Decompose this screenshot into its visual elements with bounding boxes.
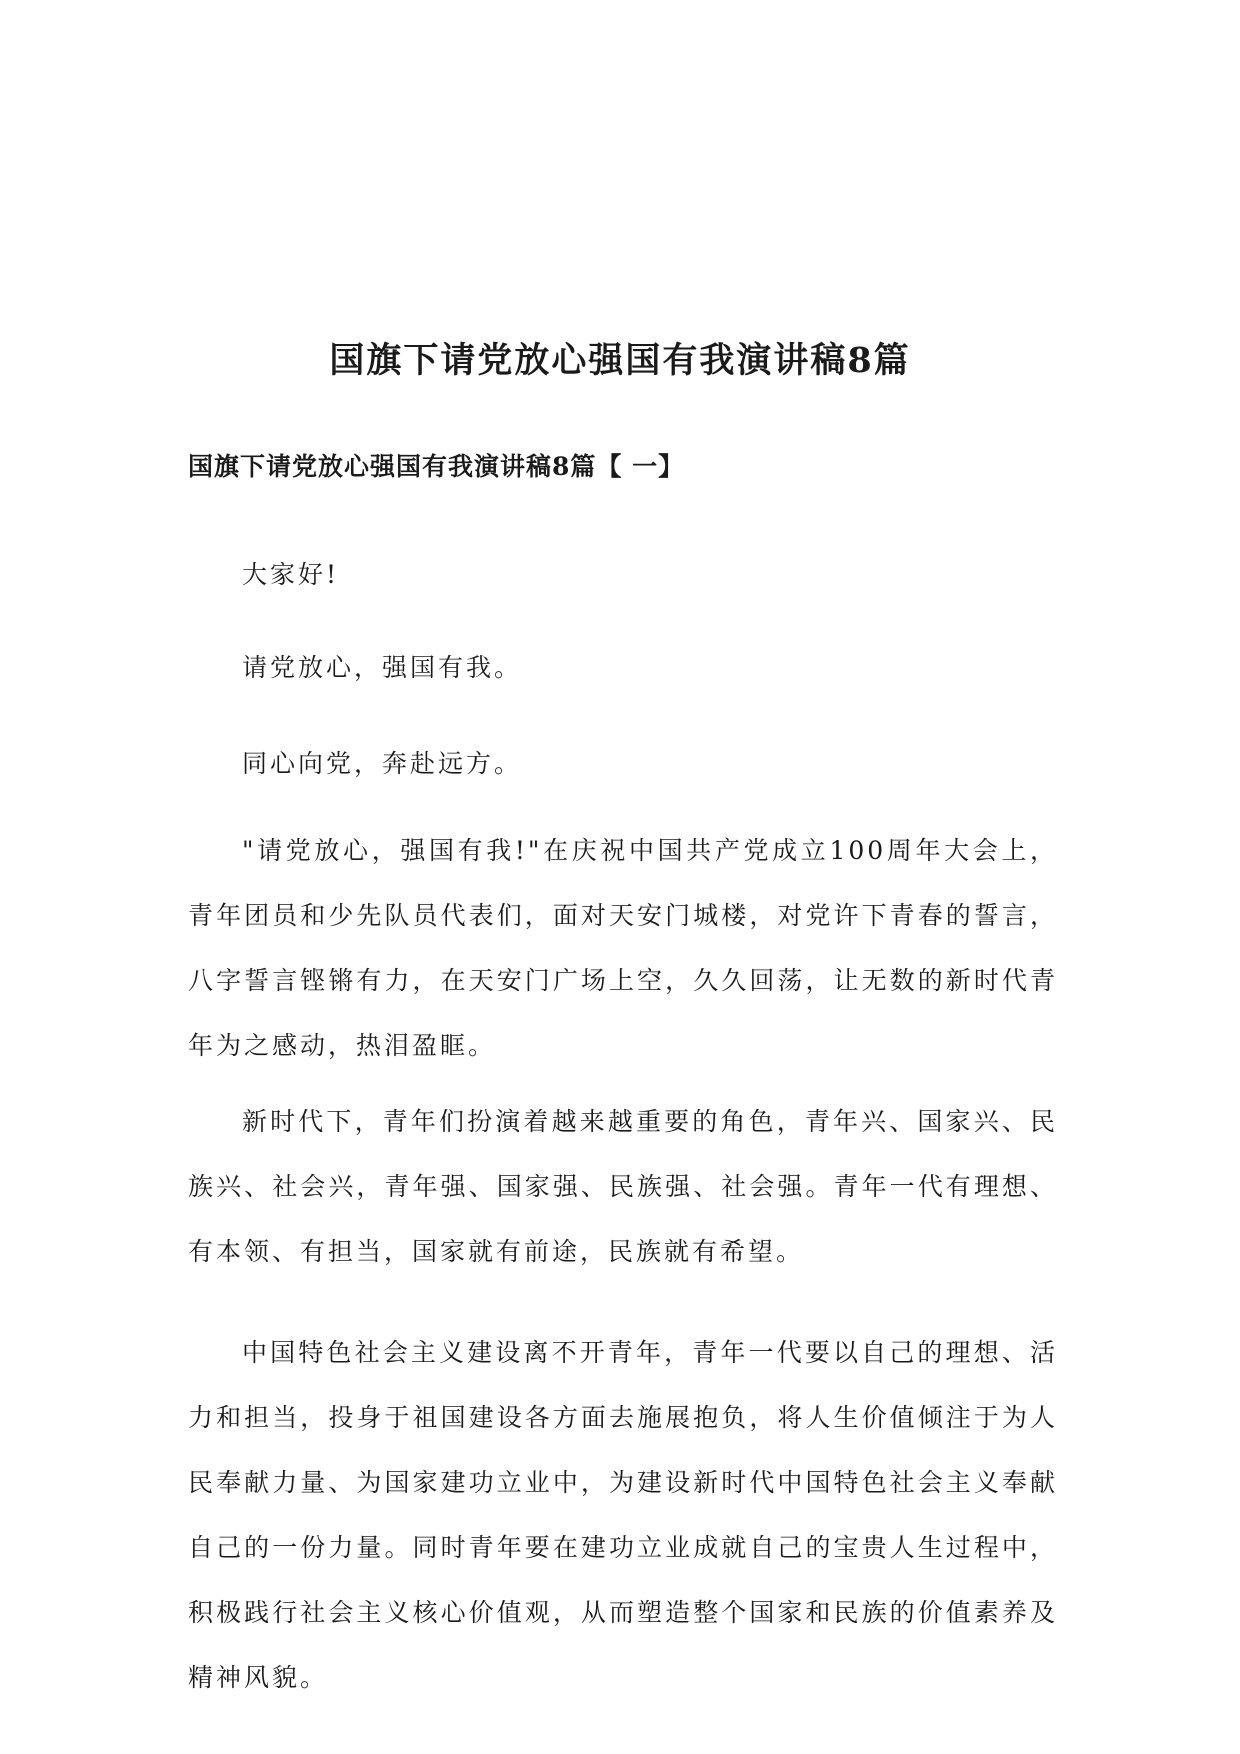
paragraph-socialism: 中国特色社会主义建设离不开青年，青年一代要以自己的理想、活力和担当，投身于祖国建设各方面去施展抱负，将人生价值倾注于为人民奉献力量、为国家建功立业中，为建设新时代中国特色社会主义奉献自己的一份力量。同时青年要在建功立业成就自己的宝贵人生过程中，积极践行社会主义核心价值观，从而塑造整个国家和民族的价值素养及精神风貌。 [188, 1338, 1058, 1692]
paragraph-motto: 同心向党，奔赴远方。 [242, 749, 523, 778]
document-title: 国旗下请党放心强国有我演讲稿8篇 [329, 340, 911, 381]
paragraph-centenary: "请党放心，强国有我!"在庆祝中国共产党成立100周年大会上，青年团员和少先队员代表们，面对天安门城楼，对党许下青春的誓言，八字誓言铿锵有力，在天安门广场上空，久久回荡，让无数的新时代青年为之感动，热泪盈眶。 [188, 836, 1058, 1060]
section-heading: 国旗下请党放心强国有我演讲稿8篇【 一】 [188, 452, 685, 481]
paragraph-youth-role: 新时代下，青年们扮演着越来越重要的角色，青年兴、国家兴、民族兴、社会兴，青年强、国家强、民族强、社会强。青年一代有理想、有本领、有担当，国家就有前途，民族就有希望。 [188, 1107, 1058, 1266]
paragraph-pledge: 请党放心，强国有我。 [242, 653, 523, 682]
paragraph-greeting: 大家好! [242, 560, 340, 589]
